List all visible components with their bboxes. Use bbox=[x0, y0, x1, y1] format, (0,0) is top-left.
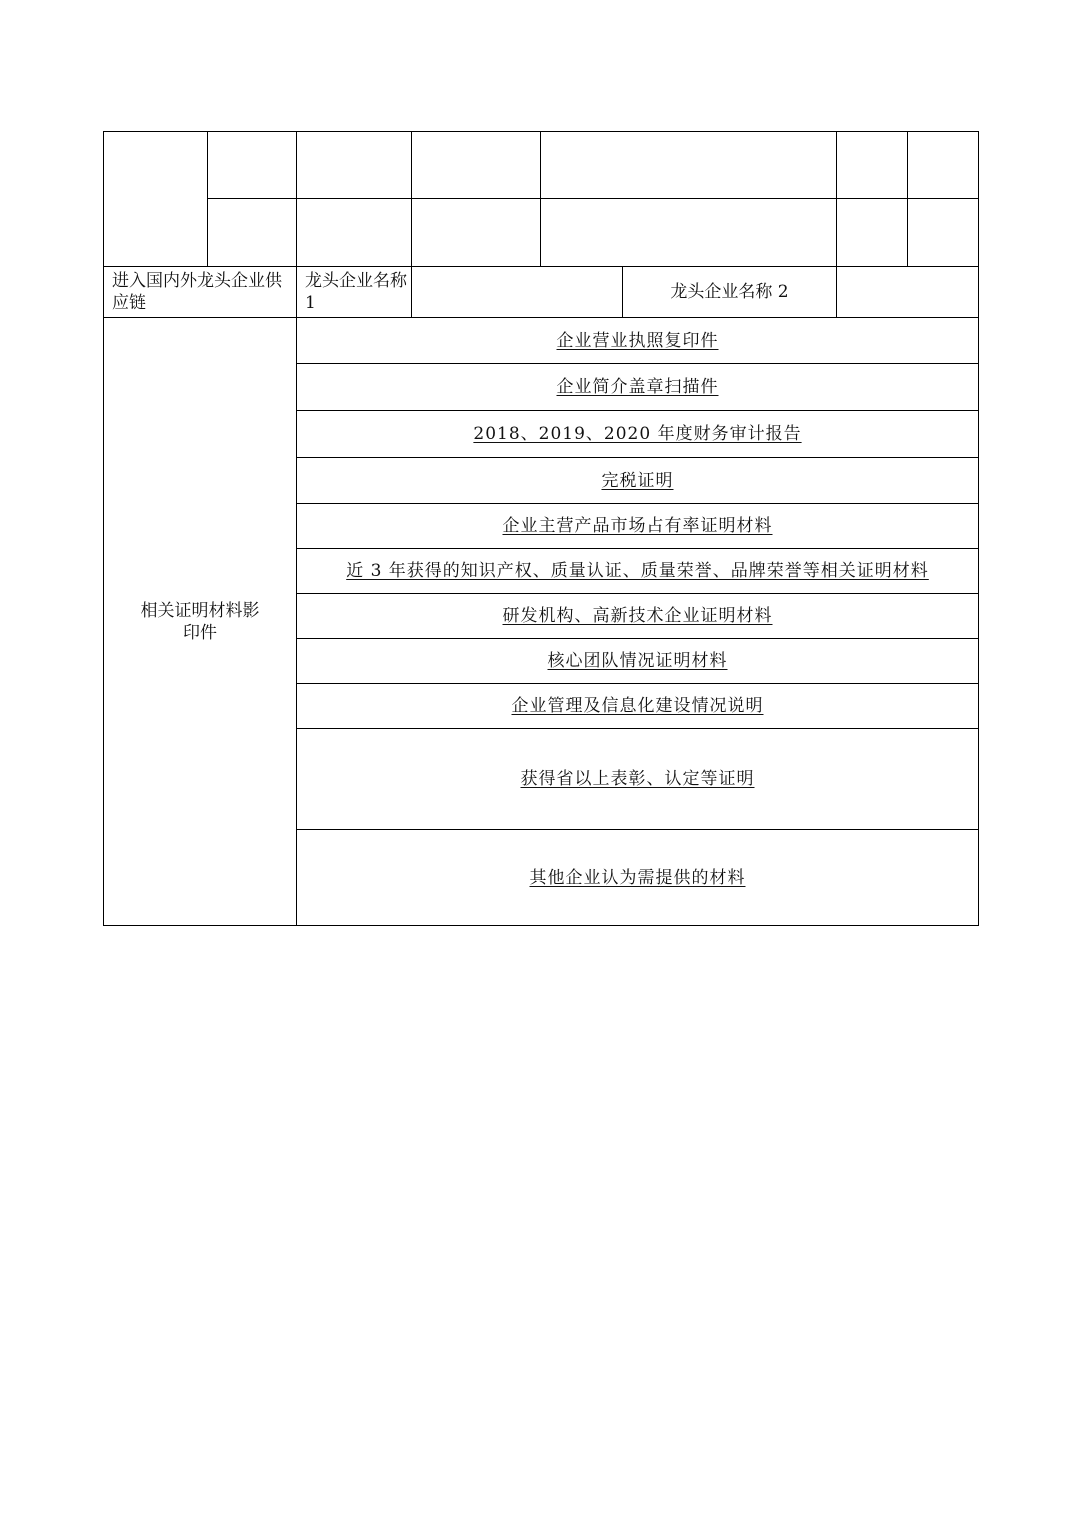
materials-side-label bbox=[104, 318, 297, 926]
supply-chain-row bbox=[104, 267, 979, 318]
blank-cell[interactable] bbox=[297, 132, 412, 199]
blank-cell bbox=[104, 132, 208, 267]
material-item-cell bbox=[297, 639, 979, 684]
leader-name-1-label: 龙头企业名称 1 bbox=[297, 267, 412, 318]
material-item-cell bbox=[297, 411, 979, 458]
blank-cell[interactable] bbox=[908, 199, 979, 267]
materials-side-label-line2: 印件 bbox=[183, 622, 217, 643]
material-item-cell bbox=[297, 594, 979, 639]
leader-name-2-field[interactable] bbox=[837, 267, 979, 318]
blank-cell[interactable] bbox=[837, 199, 908, 267]
blank-cell[interactable] bbox=[208, 199, 297, 267]
material-item-cell bbox=[297, 830, 979, 926]
supply-chain-label: 进入国内外龙头企业供应链 bbox=[104, 267, 297, 318]
materials-side-label-line1: 相关证明材料影 bbox=[140, 600, 260, 621]
material-item-link[interactable]: 企业主营产品市场占有率证明材料 bbox=[502, 516, 773, 536]
blank-row-2 bbox=[104, 199, 979, 267]
blank-cell[interactable] bbox=[208, 132, 297, 199]
material-item-link[interactable]: 获得省以上表彰、认定等证明 bbox=[520, 769, 755, 789]
application-form-table bbox=[103, 131, 979, 926]
blank-cell[interactable] bbox=[908, 132, 979, 199]
material-item-cell bbox=[297, 318, 979, 364]
material-row bbox=[104, 318, 979, 364]
blank-cell[interactable] bbox=[412, 132, 541, 199]
blank-cell[interactable] bbox=[297, 199, 412, 267]
blank-row-1 bbox=[104, 132, 979, 199]
material-item-cell bbox=[297, 729, 979, 830]
material-item-link[interactable]: 企业简介盖章扫描件 bbox=[556, 377, 719, 397]
material-item-link[interactable]: 企业管理及信息化建设情况说明 bbox=[511, 696, 764, 716]
material-item-link[interactable]: 近 3 年获得的知识产权、质量认证、质量荣誉、品牌荣誉等相关证明材料 bbox=[346, 561, 929, 581]
material-item-link[interactable]: 2018、2019、2020 年度财务审计报告 bbox=[473, 424, 802, 444]
blank-cell[interactable] bbox=[541, 199, 837, 267]
leader-name-2-label: 龙头企业名称 2 bbox=[623, 267, 837, 318]
material-item-cell bbox=[297, 549, 979, 594]
material-item-cell bbox=[297, 364, 979, 411]
blank-cell[interactable] bbox=[412, 199, 541, 267]
material-item-link[interactable]: 其他企业认为需提供的材料 bbox=[529, 867, 746, 888]
material-item-cell bbox=[297, 504, 979, 549]
material-item-link[interactable]: 核心团队情况证明材料 bbox=[547, 651, 728, 671]
blank-cell[interactable] bbox=[837, 132, 908, 199]
leader-name-1-field[interactable] bbox=[412, 267, 623, 318]
blank-cell[interactable] bbox=[541, 132, 837, 199]
material-item-cell bbox=[297, 458, 979, 504]
material-item-link[interactable]: 企业营业执照复印件 bbox=[556, 330, 719, 351]
material-item-link[interactable]: 研发机构、高新技术企业证明材料 bbox=[502, 606, 773, 626]
material-item-cell bbox=[297, 684, 979, 729]
material-item-link[interactable]: 完税证明 bbox=[601, 470, 674, 491]
